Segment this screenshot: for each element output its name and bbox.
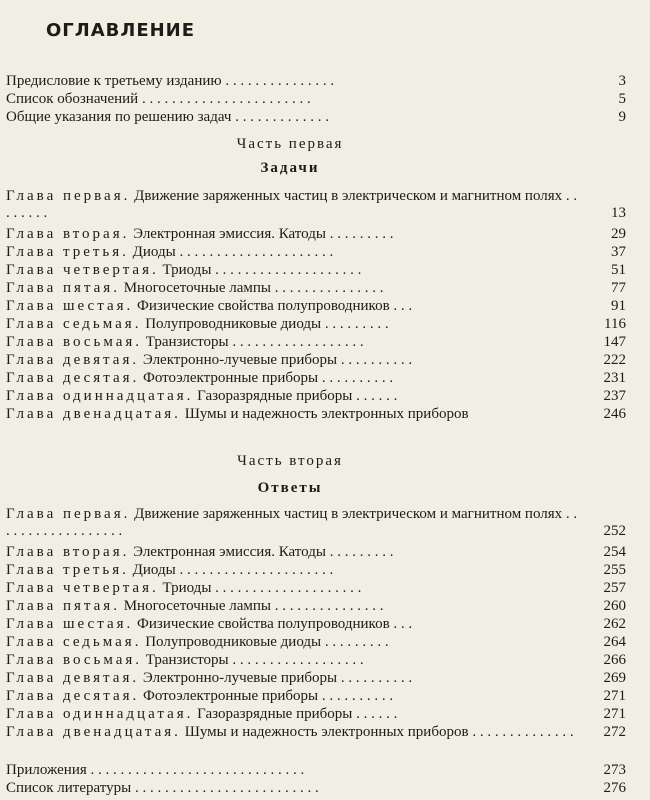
page-number: 272 bbox=[603, 724, 626, 740]
chapter-entry bbox=[6, 316, 626, 333]
leader-dots: . . . bbox=[393, 616, 413, 632]
leader-dots: . . . . . . . . . bbox=[329, 544, 394, 560]
page-number: 116 bbox=[604, 316, 626, 332]
page-number: 51 bbox=[611, 262, 626, 278]
page-number: 257 bbox=[603, 580, 626, 596]
leader-dots: . . . . . . . . . . . . . . . . . . . . . bbox=[179, 244, 334, 260]
chapter-entry bbox=[6, 598, 626, 615]
page-number: 222 bbox=[603, 352, 626, 368]
chapter-title: Диоды bbox=[132, 244, 176, 260]
chapter-label: Глава шестая. bbox=[6, 298, 134, 314]
chapter-entry bbox=[6, 244, 626, 261]
chapter-entry bbox=[6, 334, 626, 351]
chapter-entry bbox=[6, 280, 626, 297]
chapter-entry bbox=[6, 226, 626, 243]
page-number: 273 bbox=[603, 762, 626, 778]
leader-dots: . . . . . . . . . . . . . . . . . . . . . . . bbox=[141, 91, 311, 107]
leader-dots: . . . . . . bbox=[356, 388, 398, 404]
page-number: 246 bbox=[603, 406, 626, 422]
page-number: 262 bbox=[603, 616, 626, 632]
chapter-title: Движение заряженных частиц в электрическом и магнитном полях bbox=[134, 188, 563, 204]
chapter-entry bbox=[6, 580, 626, 597]
chapter-entry bbox=[6, 634, 626, 651]
page-number: 231 bbox=[603, 370, 626, 386]
page-number: 255 bbox=[603, 562, 626, 578]
chapter-entry bbox=[6, 670, 626, 687]
chapter-label: Глава девятая. bbox=[6, 670, 140, 686]
page-number: 5 bbox=[618, 91, 626, 107]
toc-entry bbox=[6, 91, 626, 108]
chapter-entry bbox=[6, 706, 626, 723]
chapter-label: Глава двенадцатая. bbox=[6, 406, 181, 422]
leader-dots: . . . bbox=[393, 298, 413, 314]
chapter-label: Глава вторая. bbox=[6, 226, 130, 242]
chapter-label: Глава десятая. bbox=[6, 370, 140, 386]
toc-entry bbox=[6, 780, 626, 797]
chapter-entry bbox=[6, 406, 626, 423]
chapter-label: Глава одиннадцатая. bbox=[6, 388, 194, 404]
toc-entry bbox=[6, 762, 626, 779]
chapter-title: Диоды bbox=[132, 562, 176, 578]
page-number: 237 bbox=[603, 388, 626, 404]
leader-dots: . . . . . . . . . . . . . . . bbox=[225, 73, 335, 89]
leader-dots: . . . . . . . . . . bbox=[340, 352, 413, 368]
part2-subheading: Ответы bbox=[257, 480, 323, 496]
leader-dots: . . . . . . . . . bbox=[324, 634, 389, 650]
entry-text: Приложения bbox=[6, 762, 87, 778]
page-number: 260 bbox=[603, 598, 626, 614]
page-number: 271 bbox=[603, 706, 626, 722]
chapter-entry bbox=[6, 724, 626, 741]
chapter-label: Глава третья. bbox=[6, 562, 129, 578]
chapter-label: Глава первая. bbox=[6, 188, 131, 204]
leader-dots: . . . . . . . . . . . . . bbox=[235, 109, 329, 125]
chapter-entry bbox=[6, 688, 626, 705]
chapter-label: Глава четвертая. bbox=[6, 580, 159, 596]
toc-entry bbox=[6, 109, 626, 126]
page-number: 269 bbox=[603, 670, 626, 686]
chapter-label: Глава седьмая. bbox=[6, 634, 142, 650]
chapter-label: Глава шестая. bbox=[6, 616, 134, 632]
leader-dots: . . . . . . . . . . bbox=[321, 370, 394, 386]
leader-dots: . . . . . . . . . . . . . . . bbox=[274, 280, 384, 296]
chapter-entry bbox=[6, 562, 626, 579]
entry-text: Список обозначений bbox=[6, 91, 139, 107]
chapter-title: Полупроводниковые диоды bbox=[145, 316, 322, 332]
entry-text: Предисловие к третьему изданию bbox=[6, 73, 222, 89]
leader-dots: . . . . . . . . . . . . . . bbox=[472, 724, 574, 740]
entry-text: Список литературы bbox=[6, 780, 132, 796]
leader-dots: . . . . . . . . . bbox=[324, 316, 389, 332]
chapter-title: Многосеточные лампы bbox=[123, 598, 271, 614]
chapter-title: Многосеточные лампы bbox=[123, 280, 271, 296]
chapter-entry bbox=[6, 262, 626, 279]
page-number: 29 bbox=[611, 226, 626, 242]
chapter-entry bbox=[6, 188, 626, 222]
chapter-label: Глава одиннадцатая. bbox=[6, 706, 194, 722]
page-number: 37 bbox=[611, 244, 626, 260]
chapter-label: Глава первая. bbox=[6, 506, 131, 522]
chapter-title: Физические свойства полупроводников bbox=[137, 298, 390, 314]
leader-dots: . . . . . . . . . . . . . . . . . . bbox=[232, 334, 364, 350]
leader-dots: . . . . . . . . . . . . . . . bbox=[274, 598, 384, 614]
chapter-title: Полупроводниковые диоды bbox=[145, 634, 322, 650]
page-number: 9 bbox=[618, 109, 626, 125]
chapter-title: Транзисторы bbox=[145, 652, 229, 668]
chapter-entry bbox=[6, 370, 626, 387]
chapter-entry bbox=[6, 506, 626, 540]
page-number: 3 bbox=[618, 73, 626, 89]
chapter-title: Триоды bbox=[162, 580, 212, 596]
page-number: 266 bbox=[603, 652, 626, 668]
chapter-entry bbox=[6, 352, 626, 369]
leader-dots: . . . . . . . . . . . . . . . . . . . . . bbox=[179, 562, 334, 578]
chapter-entry bbox=[6, 652, 626, 669]
chapter-label: Глава восьмая. bbox=[6, 652, 143, 668]
leader-dots: . . . . . . . . . . bbox=[340, 670, 413, 686]
chapter-title: Газоразрядные приборы bbox=[197, 706, 353, 722]
chapter-title: Шумы и надежность электронных приборов bbox=[184, 406, 469, 422]
page-number: 91 bbox=[611, 298, 626, 314]
chapter-title: Физические свойства полупроводников bbox=[137, 616, 390, 632]
page-number: 252 bbox=[603, 523, 626, 539]
leader-dots: . . . . . . . . . . . . . . . . . . . . bbox=[215, 580, 362, 596]
toc-entry bbox=[6, 73, 626, 90]
chapter-label: Глава вторая. bbox=[6, 544, 130, 560]
leader-dots: . . . . . . . . . . . . . . . . . . . . . . . . . . . . . bbox=[90, 762, 305, 778]
chapter-label: Глава десятая. bbox=[6, 688, 140, 704]
chapter-title: Электронная эмиссия. Катоды bbox=[133, 226, 326, 242]
leader-dots: . . . . . . . . . . . . . . . . . . . . bbox=[215, 262, 362, 278]
leader-dots: . . . . . . . . . . . . . . . . . . bbox=[6, 506, 578, 539]
chapter-label: Глава четвертая. bbox=[6, 262, 159, 278]
page-number: 276 bbox=[603, 780, 626, 796]
chapter-title: Триоды bbox=[162, 262, 212, 278]
leader-dots: . . . . . . . . . . . . . . . . . . . . . . . . . bbox=[134, 780, 319, 796]
page-number: 77 bbox=[611, 280, 626, 296]
page-number: 13 bbox=[611, 205, 626, 221]
chapter-label: Глава пятая. bbox=[6, 598, 120, 614]
chapter-title: Шумы и надежность электронных приборов bbox=[184, 724, 469, 740]
chapter-title: Движение заряженных частиц в электрическом и магнитном полях bbox=[134, 506, 563, 522]
page-number: 254 bbox=[603, 544, 626, 560]
leader-dots: . . . . . . . . bbox=[6, 188, 578, 221]
chapter-title: Транзисторы bbox=[145, 334, 229, 350]
entry-text: Общие указания по решению задач bbox=[6, 109, 232, 125]
leader-dots: . . . . . . . . . bbox=[329, 226, 394, 242]
part2-heading: Часть вторая bbox=[237, 453, 343, 469]
leader-dots: . . . . . . . . . . . . . . . . . . bbox=[232, 652, 364, 668]
chapter-entry bbox=[6, 298, 626, 315]
chapter-title: Электронная эмиссия. Катоды bbox=[133, 544, 326, 560]
chapter-entry bbox=[6, 616, 626, 633]
chapter-label: Глава третья. bbox=[6, 244, 129, 260]
chapter-label: Глава пятая. bbox=[6, 280, 120, 296]
chapter-entry bbox=[6, 544, 626, 561]
chapter-label: Глава восьмая. bbox=[6, 334, 143, 350]
page-number: 264 bbox=[603, 634, 626, 650]
chapter-label: Глава двенадцатая. bbox=[6, 724, 181, 740]
leader-dots: . . . . . . . . . . bbox=[321, 688, 394, 704]
chapter-title: Газоразрядные приборы bbox=[197, 388, 353, 404]
page-number: 147 bbox=[603, 334, 626, 350]
chapter-title: Электронно-лучевые приборы bbox=[142, 352, 338, 368]
chapter-entry bbox=[6, 388, 626, 405]
leader-dots: . . . . . . bbox=[356, 706, 398, 722]
chapter-label: Глава седьмая. bbox=[6, 316, 142, 332]
page-number: 271 bbox=[603, 688, 626, 704]
part1-heading: Часть первая bbox=[236, 136, 344, 152]
chapter-title: Электронно-лучевые приборы bbox=[142, 670, 338, 686]
page-title: ОГЛАВЛЕНИЕ bbox=[46, 20, 196, 41]
chapter-label: Глава девятая. bbox=[6, 352, 140, 368]
chapter-title: Фотоэлектронные приборы bbox=[143, 688, 319, 704]
chapter-title: Фотоэлектронные приборы bbox=[143, 370, 319, 386]
part1-subheading: Задачи bbox=[260, 160, 320, 176]
